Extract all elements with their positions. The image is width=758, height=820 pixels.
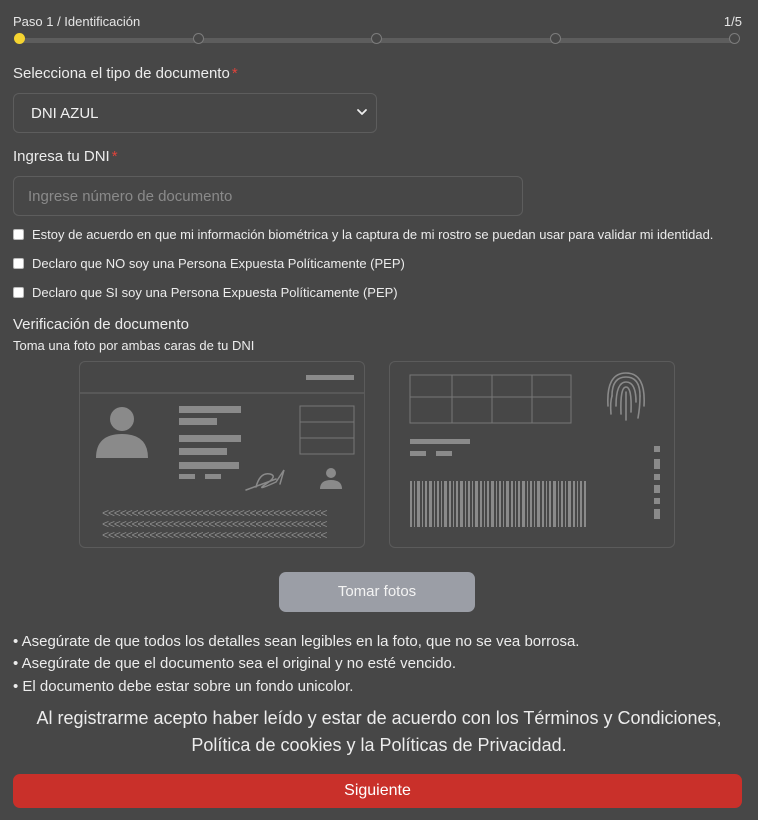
signature-icon [246,470,284,490]
step-dot-3 [371,33,382,44]
tip-original: • Asegúrate de que el documento sea el original y no esté vencido. [13,655,457,672]
take-photos-button[interactable]: Tomar fotos [279,572,475,612]
not-pep-row[interactable] [13,256,405,271]
step-dot-2 [193,33,204,44]
not-pep-checkbox[interactable] [13,258,24,269]
doc-type-value: DNI AZUL [31,105,99,122]
terms-text [0,705,758,759]
doc-type-select[interactable] [13,93,377,133]
mrz-line-1: <<<<<<<<<<<<<<<<<<<<<<<<<<<<<<<<<<<<<< [102,507,327,521]
terms-line-1: Al registrarme acepto haber leído y estar de acuerdo con los Términos y Condiciones, [36,708,722,728]
mrz-line-2: <<<<<<<<<<<<<<<<<<<<<<<<<<<<<<<<<<<<<< [102,518,327,532]
is-pep-label: Declaro que SI soy una Persona Expuesta Políticamente (PEP) [32,285,398,300]
dni-back-card [389,361,675,548]
doc-type-label-text: Selecciona el tipo de documento [13,65,230,82]
dni-back-illustration [390,362,674,547]
dni-input[interactable] [13,176,523,216]
tip-background: • El documento debe estar sobre un fondo unicolor. [13,678,354,695]
tip-legible: • Asegúrate de que todos los detalles sean legibles en la foto, que no se vea borrosa. [13,633,580,650]
step-count: 1/5 [723,14,742,29]
is-pep-row[interactable] [13,285,398,300]
biometric-consent-label: Estoy de acuerdo en que mi información biométrica y la captura de mi rostro se puedan usar para validar mi identidad. [32,227,714,242]
verification-subtitle: Toma una foto por ambas caras de tu DNI [13,338,255,353]
step-label: Paso 1 / Identificación [13,14,141,29]
verification-title: Verificación de documento [13,316,189,333]
required-mark: * [111,148,118,165]
terms-line-2: Política de cookies y la Políticas de Privacidad. [191,735,567,755]
dni-front-card [79,361,365,548]
barcode-icon [410,481,586,527]
next-button[interactable]: Siguiente [13,774,742,808]
step-dot-5 [729,33,740,44]
biometric-consent-checkbox[interactable] [13,229,24,240]
biometric-consent-row[interactable] [13,227,713,242]
fingerprint-icon [608,373,644,420]
dni-front-illustration [80,362,364,547]
step-dot-4 [550,33,561,44]
mrz-line-3: <<<<<<<<<<<<<<<<<<<<<<<<<<<<<<<<<<<<<< [102,529,327,543]
dni-label [13,148,118,165]
chevron-down-icon [356,106,368,118]
step-dot-1 [14,33,25,44]
not-pep-label: Declaro que NO soy una Persona Expuesta Políticamente (PEP) [32,256,405,271]
doc-type-label [13,65,238,82]
is-pep-checkbox[interactable] [13,287,24,298]
dni-label-text: Ingresa tu DNI [13,148,110,165]
required-mark: * [231,65,238,82]
